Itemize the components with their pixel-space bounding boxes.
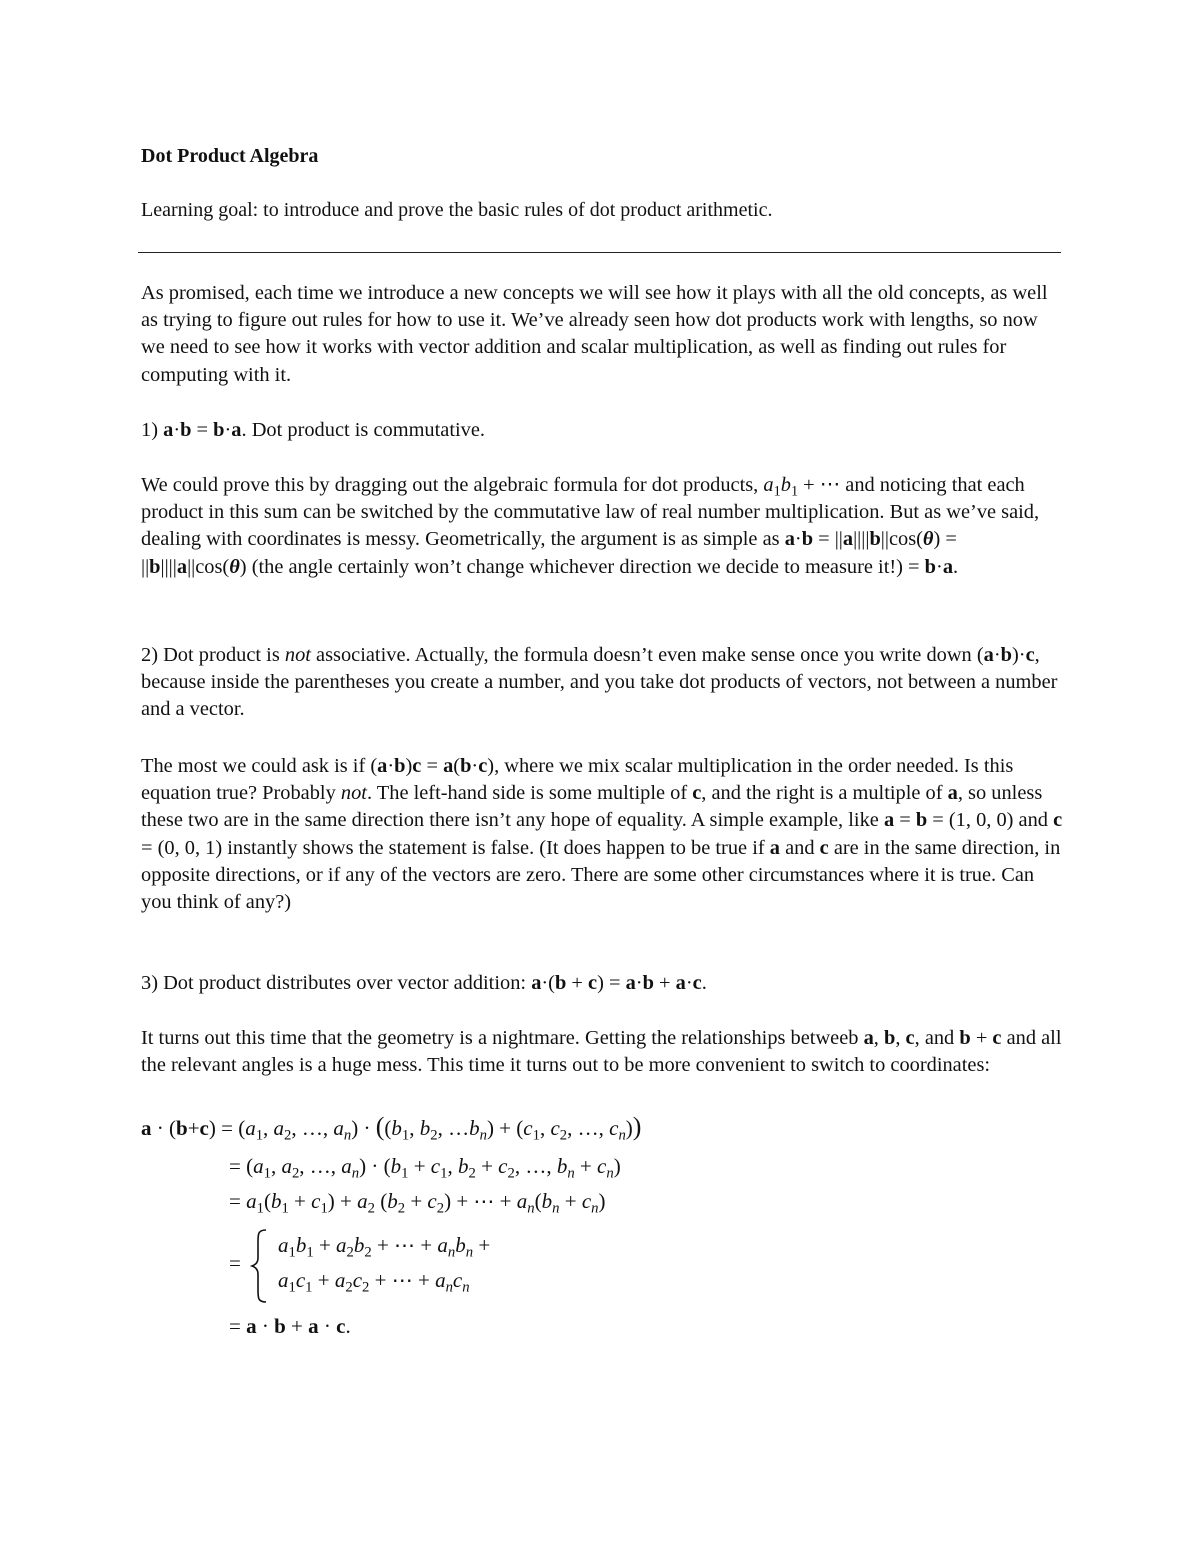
learning-goal: Learning goal: to introduce and prove the basic rules of dot product arithmetic. — [141, 199, 773, 221]
left-brace — [250, 1228, 270, 1304]
derivation-line-2: = ($a_1$, $a_2$, …, $a_n) \cdot (b_1 + c_1$, $b_2 + c_2$, …, $b_n + c_n$) — [229, 1154, 621, 1182]
associativity-paragraph: The most we could ask is if (a·b)c = a(b·c), where we mix scalar multiplication in the order needed. Is this equation true? Probably not. The left-hand side is some multiple of c, and the right is a multiple of a, so unless these two are in the same direction there isn’t any hope of equality. A simple example, like a = b = (1, 0, 0) and c = (0, 0, 1) instantly shows the statement is false. (It does happen to be true if a and c are in the same direction, in opposite directions, or if any of the vectors are zero. There are some other circumstances where it is true. Can you think of any?) — [141, 755, 1063, 914]
rule-1: 1) a·b = b·a. Dot product is commutative. — [141, 419, 486, 441]
divider — [138, 252, 1061, 253]
derivation-line-3: = $a_1(b_1 + c_1) + a_2$ $(b_2 + c_2)$ + ⋯ + $a_n(b_n + c_n)$ — [229, 1189, 606, 1217]
commutative-proof-paragraph: We could prove this by dragging out the algebraic formula for dot products, $a_1b_1$ + ⋯ and noticing that each product in this sum can be switched by the commutative law of real number multiplication. But as we’ve said, dealing with coordinates is messy. Geometrically, the argument is as simple as a·b = ||a||||b||cos(θ) = ||b||||a||cos(θ) (the angle certainly won’t change whichever direction we decide to measure it!) = b·a. — [141, 474, 1040, 578]
intro-paragraph: As promised, each time we introduce a new concepts we will see how it plays with all the old concepts, as well as trying to figure out rules for how to use it. We’ve already seen how dot products work with lengths, so now we need to see how it works with vector addition and scalar multiplication, as well as finding out rules for computing with it. — [141, 282, 1048, 386]
rule-3: 3) Dot product distributes over vector addition: a·(b + c) = a·b + a·c. — [141, 972, 707, 994]
derivation-line-5: = a · b + a · c. — [229, 1314, 351, 1338]
page-title: Dot Product Algebra — [141, 145, 319, 167]
derivation-line-1: $a \cdot (b+c) = (a_1$, $a_2$, …, $a_n) \cdot ((b_1$, $b_2$, $\dots b_n) + (c_1$, $c_2$, …, $c_n$)) — [141, 1112, 642, 1144]
rule-2-paragraph: 2) Dot product is not associative. Actually, the formula doesn’t even make sense once you write down (a·b)·c, because inside the parentheses you create a number, and you take dot products of vectors, not between a number and a vector. — [141, 644, 1058, 721]
derivation-line-4-eq: = — [229, 1251, 241, 1275]
derivation-line-4a: $a_1b_1 + a_2b_2$ + ⋯ + $a_nb_n$ + — [278, 1233, 491, 1261]
derivation-line-4b: $a_1c_1 + a_2c_2$ + ⋯ + $a_nc_n$ — [278, 1268, 470, 1296]
distributive-paragraph: It turns out this time that the geometry is a nightmare. Getting the relationships betweeb a, b, c, and b + c and all the relevant angles is a huge mess. This time it turns out to be more convenient to switch to coordinates: — [141, 1027, 1062, 1077]
